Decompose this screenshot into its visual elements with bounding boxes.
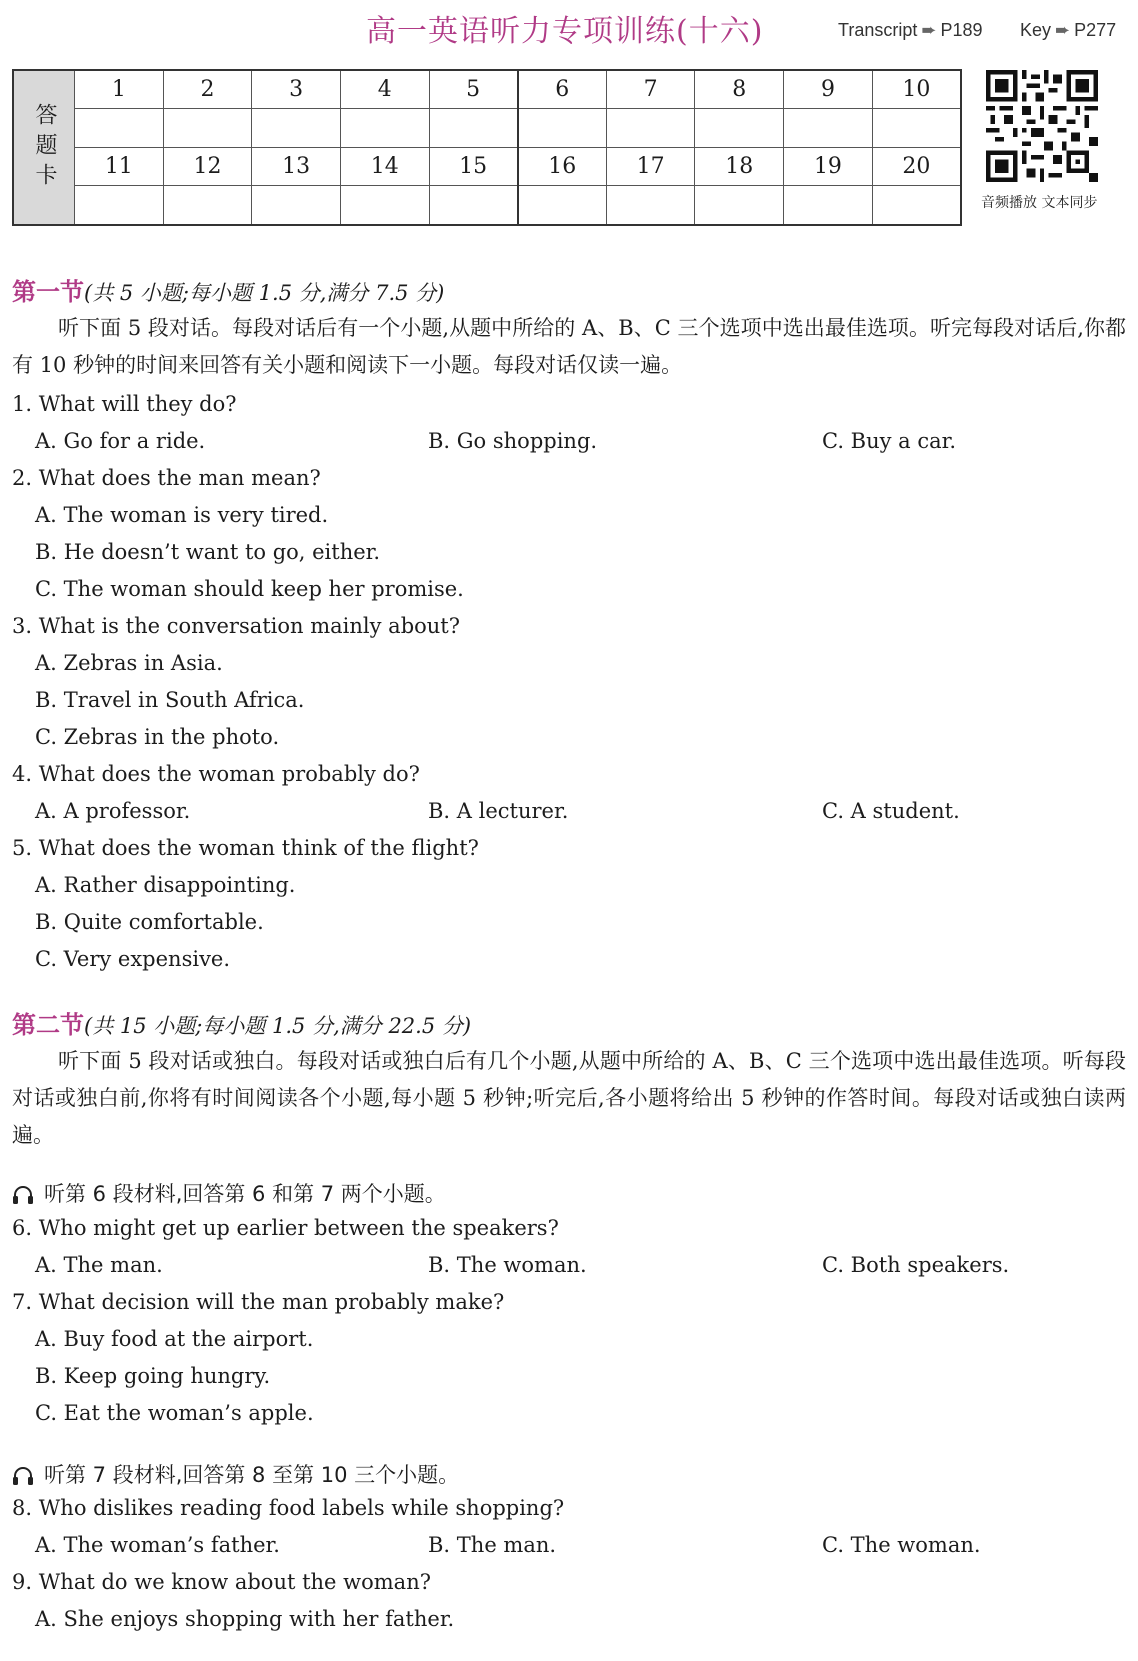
option-b[interactable]: B. The man. [428,1533,557,1557]
answer-blank[interactable] [75,186,164,226]
transcript-reference [838,20,983,41]
question-stem: 4. What does the woman probably do? [12,762,420,786]
headphones-icon [12,1466,34,1486]
listen-prompt [12,1178,446,1208]
option-a[interactable]: A. She enjoys shopping with her father. [35,1607,455,1631]
option-a[interactable]: A. Buy food at the airport. [35,1327,314,1351]
question-stem: 8. Who dislikes reading food labels while shopping? [12,1496,565,1520]
answer-blank[interactable] [872,186,961,226]
option-b[interactable]: B. Go shopping. [428,429,598,453]
answer-number: 20 [872,148,961,186]
answer-blank[interactable] [75,109,164,148]
question-stem: 9. What do we know about the woman? [12,1570,431,1594]
question-stem: 7. What decision will the man probably make? [12,1290,505,1314]
answer-blank[interactable] [606,109,695,148]
answer-blank[interactable] [252,109,341,148]
section-1-name: 第一节 [12,278,84,306]
answer-blank[interactable] [695,186,784,226]
answer-number: 13 [252,148,341,186]
section-1-info: (共 5 小题;每小题 1.5 分,满分 7.5 分) [84,281,445,305]
answer-number: 5 [429,70,518,109]
question-stem: 6. Who might get up earlier between the speakers? [12,1216,559,1240]
answer-number: 15 [429,148,518,186]
answer-blank[interactable] [340,109,429,148]
option-c[interactable]: C. Zebras in the photo. [35,725,280,749]
answer-number: 1 [75,70,164,109]
option-b[interactable]: B. He doesn’t want to go, either. [35,540,381,564]
answer-number: 10 [872,70,961,109]
answer-number: 3 [252,70,341,109]
answer-number: 14 [340,148,429,186]
option-c[interactable]: C. Buy a car. [822,429,957,453]
option-a[interactable]: A. Go for a ride. [35,429,206,453]
option-b[interactable]: B. Keep going hungry. [35,1364,271,1388]
answer-number: 11 [75,148,164,186]
question-stem: 2. What does the man mean? [12,466,321,490]
section-1-heading [12,272,444,307]
option-b[interactable]: B. The woman. [428,1253,587,1277]
option-b[interactable]: B. Quite comfortable. [35,910,264,934]
section-2-name: 第二节 [12,1011,84,1039]
answer-number: 19 [784,148,873,186]
answer-number: 17 [606,148,695,186]
option-a[interactable]: A. Rather disappointing. [35,873,296,897]
option-a[interactable]: A. The woman’s father. [35,1533,280,1557]
answer-number: 7 [606,70,695,109]
option-c[interactable]: C. Very expensive. [35,947,231,971]
answer-number: 2 [163,70,252,109]
answer-blank[interactable] [163,109,252,148]
answer-blank[interactable] [340,186,429,226]
answer-blank[interactable] [163,186,252,226]
section-2-instructions: 听下面 5 段对话或独白。每段对话或独白后有几个小题,从题中所给的 A、B、C 三个选项中选出最佳选项。听每段对话或独白前,你将有时间阅读各个小题,每小题 5 秒钟;听完后,各小题将给出 5 秒钟的作答时间。每段对话或独白读两遍。 [12,1049,1126,1147]
answer-number: 8 [695,70,784,109]
key-reference [1020,20,1116,41]
answer-number: 6 [518,70,607,109]
option-a[interactable]: A. The woman is very tired. [35,503,329,527]
answer-blank[interactable] [695,109,784,148]
answer-blank[interactable] [606,186,695,226]
key-label: Key [1020,20,1052,40]
page-title: 高一英语听力专项训练(十六) [366,14,764,49]
question-stem: 1. What will they do? [12,392,237,416]
section-2-info: (共 15 小题;每小题 1.5 分,满分 22.5 分) [84,1014,472,1038]
option-b[interactable]: B. A lecturer. [428,799,569,823]
answer-blank[interactable] [429,186,518,226]
arrow-right-icon: ➨ [921,20,937,40]
answer-blank[interactable] [518,186,607,226]
question-stem: 3. What is the conversation mainly about? [12,614,461,638]
option-a[interactable]: A. The man. [35,1253,163,1277]
qr-caption: 音频播放 文本同步 [981,195,1098,211]
answer-blank[interactable] [872,109,961,148]
option-b[interactable]: B. Travel in South Africa. [35,688,305,712]
answer-blank[interactable] [518,109,607,148]
option-c[interactable]: C. Both speakers. [822,1253,1010,1277]
listen-prompt-text: 听第 7 段材料,回答第 8 至第 10 三个小题。 [44,1463,460,1487]
listen-prompt-text: 听第 6 段材料,回答第 6 和第 7 两个小题。 [44,1182,446,1206]
answer-card-label: 答题卡 [13,70,75,225]
answer-blank[interactable] [784,109,873,148]
option-c[interactable]: C. The woman should keep her promise. [35,577,464,601]
answer-blank[interactable] [784,186,873,226]
option-a[interactable]: A. Zebras in Asia. [35,651,223,675]
section-1-instructions: 听下面 5 段对话。每段对话后有一个小题,从题中所给的 A、B、C 三个选项中选出最佳选项。听完每段对话后,你都有 10 秒钟的时间来回答有关小题和阅读下一小题。每段对话仅读一遍。 [12,316,1126,377]
page-header [0,0,1138,60]
answer-number: 18 [695,148,784,186]
arrow-right-icon: ➨ [1055,20,1071,40]
option-c[interactable]: C. A student. [822,799,960,823]
qr-code-icon[interactable] [986,70,1098,182]
answer-number: 12 [163,148,252,186]
option-a[interactable]: A. A professor. [35,799,191,823]
answer-card [12,69,962,226]
question-stem: 5. What does the woman think of the flight? [12,836,479,860]
answer-blank[interactable] [429,109,518,148]
option-c[interactable]: C. Eat the woman’s apple. [35,1401,314,1425]
section-2-heading [12,1005,471,1040]
transcript-page: P189 [940,20,983,40]
listen-prompt [12,1459,459,1489]
answer-number: 16 [518,148,607,186]
answer-number: 4 [340,70,429,109]
answer-number: 9 [784,70,873,109]
key-page: P277 [1074,20,1117,40]
answer-blank[interactable] [252,186,341,226]
option-c[interactable]: C. The woman. [822,1533,981,1557]
transcript-label: Transcript [838,20,918,40]
headphones-icon [12,1185,34,1205]
